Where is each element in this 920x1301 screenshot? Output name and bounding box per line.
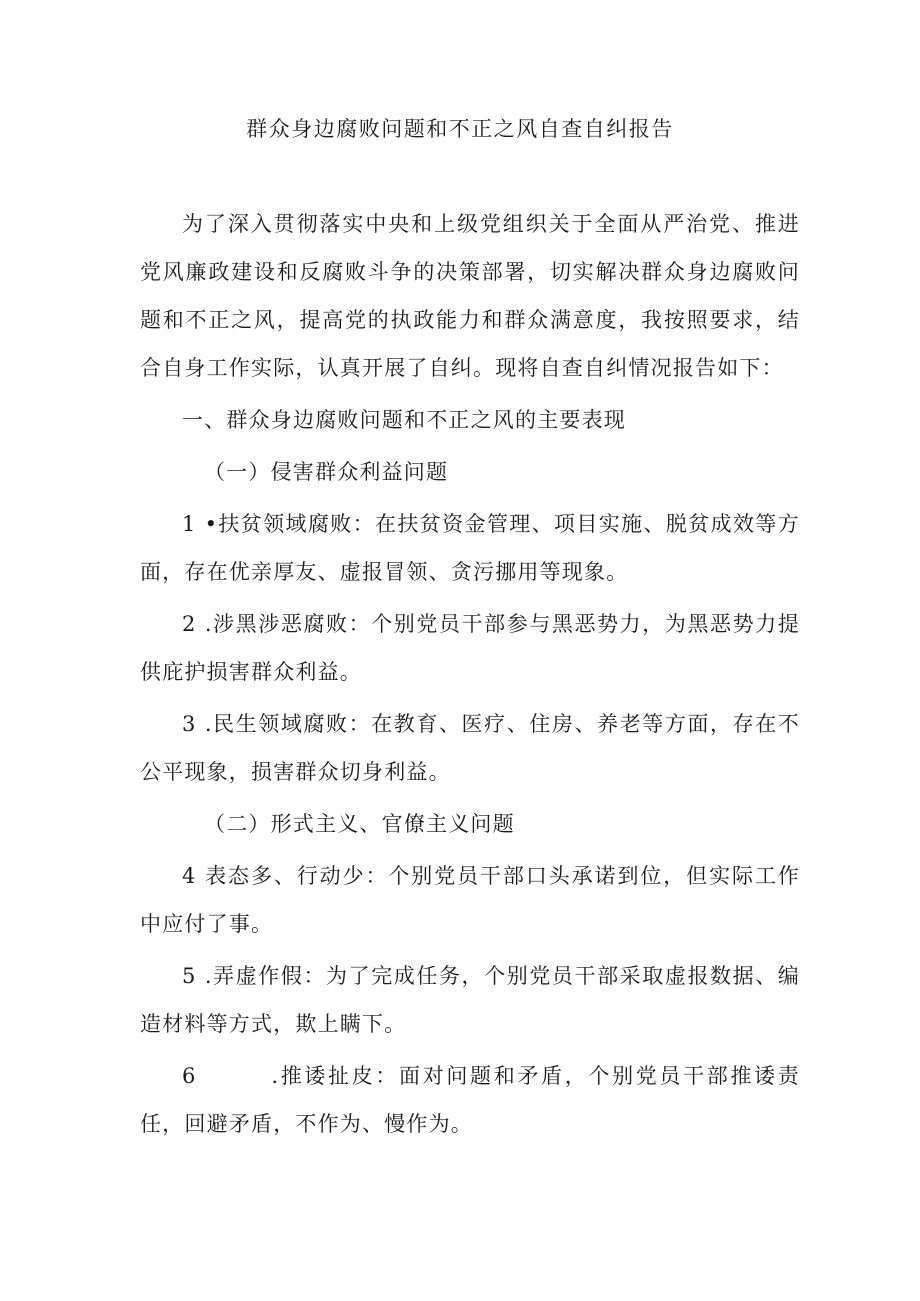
item-text: 表态多、行动少：个别党员干部口头承诺到位，但实际工作中应付了事。	[140, 864, 801, 936]
list-item	[140, 852, 800, 948]
item-number: 4	[182, 864, 206, 888]
section-heading-1: 一、群众身边腐败问题和不正之风的主要表现	[182, 408, 626, 432]
item-text: 民生领域腐败：在教育、医疗、住房、养老等方面，存在不公平现象，损害群众切身利益。	[140, 712, 800, 784]
document-title: 群众身边腐败问题和不正之风自查自纠报告	[246, 117, 674, 141]
item-text: 涉黑涉恶腐败：个别党员干部参与黑恶势力，为黑恶势力提供庇护损害群众利益。	[140, 612, 800, 684]
item-number: 2 .	[182, 612, 213, 636]
item-number: 5 .	[182, 964, 213, 988]
list-item	[140, 700, 800, 796]
subsection-heading-1: （一）侵害群众利益问题	[204, 460, 449, 484]
item-text: 推诿扯皮：面对问题和矛盾，个别党员干部推诿责任，回避矛盾，不作为、慢作为。	[140, 1064, 800, 1136]
item-number: 6 .	[182, 1064, 280, 1088]
item-text: 扶贫领域腐败：在扶贫资金管理、项目实施、脱贫成效等方面，存在优亲厚友、虚报冒领、贪污挪用等现象。	[140, 512, 800, 584]
list-item	[140, 1052, 800, 1148]
list-item	[140, 952, 800, 1048]
document-body	[140, 200, 800, 1148]
intro-paragraph: 为了深入贯彻落实中央和上级党组织关于全面从严治党、推进党风廉政建设和反腐败斗争的决策部署，切实解决群众身边腐败问题和不正之风，提高党的执政能力和群众满意度，我按照要求，结合自身工作实际，认真开展了自纠。现将自查自纠情况报告如下：	[140, 212, 800, 380]
item-number: 1 •	[182, 512, 219, 536]
item-number: 3 .	[182, 712, 213, 736]
list-item	[140, 500, 800, 596]
list-item	[140, 600, 800, 696]
item-text: 弄虚作假：为了完成任务，个别党员干部采取虚报数据、编造材料等方式，欺上瞒下。	[140, 964, 800, 1036]
subsection-heading-2: （二）形式主义、官僚主义问题	[204, 812, 515, 836]
